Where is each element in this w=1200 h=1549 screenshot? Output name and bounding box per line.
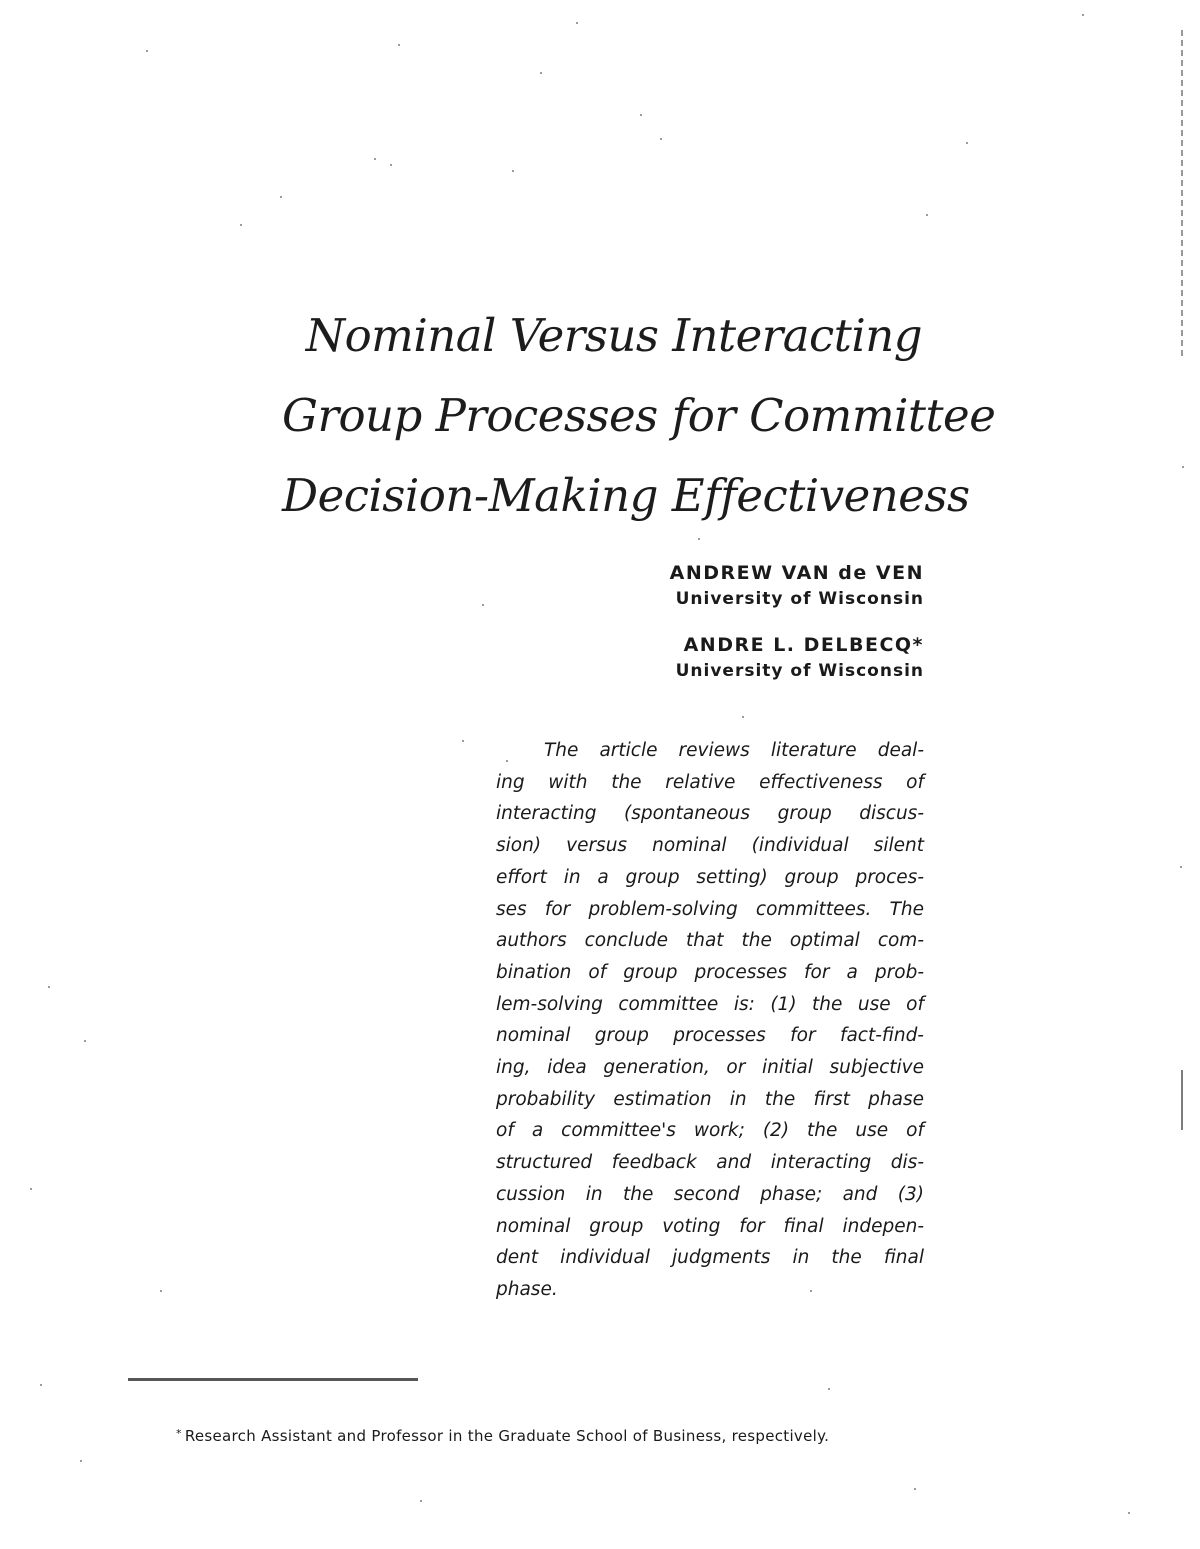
abstract-line: structured feedback and interacting dis-	[496, 1152, 924, 1174]
scan-speck	[240, 224, 242, 226]
scan-speck	[374, 158, 376, 160]
scan-speck	[966, 142, 968, 144]
author-affiliation: University of Wisconsin	[675, 589, 924, 609]
abstract-line: authors conclude that the optimal com-	[496, 930, 924, 952]
footnote	[176, 1424, 946, 1446]
scan-speck	[84, 1040, 86, 1042]
scan-speck	[160, 1290, 162, 1292]
abstract-line: effort in a group setting) group proces-	[496, 866, 924, 888]
abstract-line: The article reviews literature deal-	[544, 740, 924, 761]
scan-speck	[698, 538, 700, 540]
scan-speck	[146, 50, 148, 52]
scan-speck	[462, 740, 464, 742]
scan-speck	[512, 170, 514, 172]
scan-speck	[506, 760, 508, 762]
scan-speck	[1128, 1512, 1130, 1514]
abstract-line: phase.	[496, 1278, 558, 1300]
title-line: Decision-Making Effectiveness	[282, 469, 970, 522]
scan-speck	[390, 164, 392, 166]
author-list	[504, 560, 924, 704]
abstract-line: bination of group processes for a prob-	[496, 961, 924, 983]
author-affiliation: University of Wisconsin	[675, 661, 924, 681]
footnote-divider	[128, 1378, 418, 1381]
scan-speck	[742, 716, 744, 718]
scan-speck	[40, 1384, 42, 1386]
scan-speck	[420, 1500, 422, 1502]
scan-speck	[540, 72, 542, 74]
scan-speck	[926, 214, 928, 216]
abstract-line: dent individual judgments in the final	[496, 1247, 924, 1269]
abstract-line: nominal group processes for fact-find-	[496, 1025, 924, 1047]
footnote-text: Research Assistant and Professor in the Graduate School of Business, respectively.	[184, 1427, 830, 1445]
abstract-line: of a committee's work; (2) the use of	[496, 1120, 924, 1142]
author-name: ANDREW VAN de VEN	[669, 562, 924, 584]
abstract-line: lem-solving committee is: (1) the use of	[496, 993, 924, 1015]
scan-speck	[810, 1290, 812, 1292]
scan-speck	[1182, 466, 1184, 468]
abstract-line: ses for problem-solving committees. The	[496, 898, 924, 920]
abstract-line: sion) versus nominal (individual silent	[496, 835, 924, 857]
scan-speck	[30, 1188, 32, 1190]
scan-speck	[280, 196, 282, 198]
article-title	[282, 296, 996, 536]
abstract	[496, 735, 924, 1306]
scan-speck	[80, 1460, 82, 1462]
scan-edge-mark	[1181, 1070, 1183, 1130]
title-line: Nominal Versus Interacting	[305, 309, 922, 362]
abstract-line: nominal group voting for final indepen-	[496, 1215, 924, 1237]
scan-speck	[576, 22, 578, 24]
abstract-line: interacting (spontaneous group discus-	[496, 803, 924, 825]
scan-speck	[660, 138, 662, 140]
author-block	[504, 560, 924, 612]
scan-speck	[1082, 14, 1084, 16]
scan-speck	[1180, 866, 1182, 868]
abstract-line: cussion in the second phase; and (3)	[496, 1183, 924, 1205]
author-block	[504, 632, 924, 684]
scan-speck	[48, 986, 50, 988]
scan-speck	[828, 1388, 830, 1390]
scan-speck	[640, 114, 642, 116]
author-name: ANDRE L. DELBECQ*	[683, 634, 924, 656]
abstract-line: ing, idea generation, or initial subjective	[496, 1057, 924, 1079]
scan-edge-mark	[1181, 30, 1183, 360]
abstract-line: ing with the relative effectiveness of	[496, 771, 924, 793]
scan-speck	[914, 1488, 916, 1490]
abstract-line: probability estimation in the first phase	[496, 1088, 924, 1110]
scan-speck	[482, 604, 484, 606]
scan-speck	[398, 44, 400, 46]
footnote-mark: *	[176, 1427, 182, 1440]
title-line: Group Processes for Committee	[282, 389, 996, 442]
